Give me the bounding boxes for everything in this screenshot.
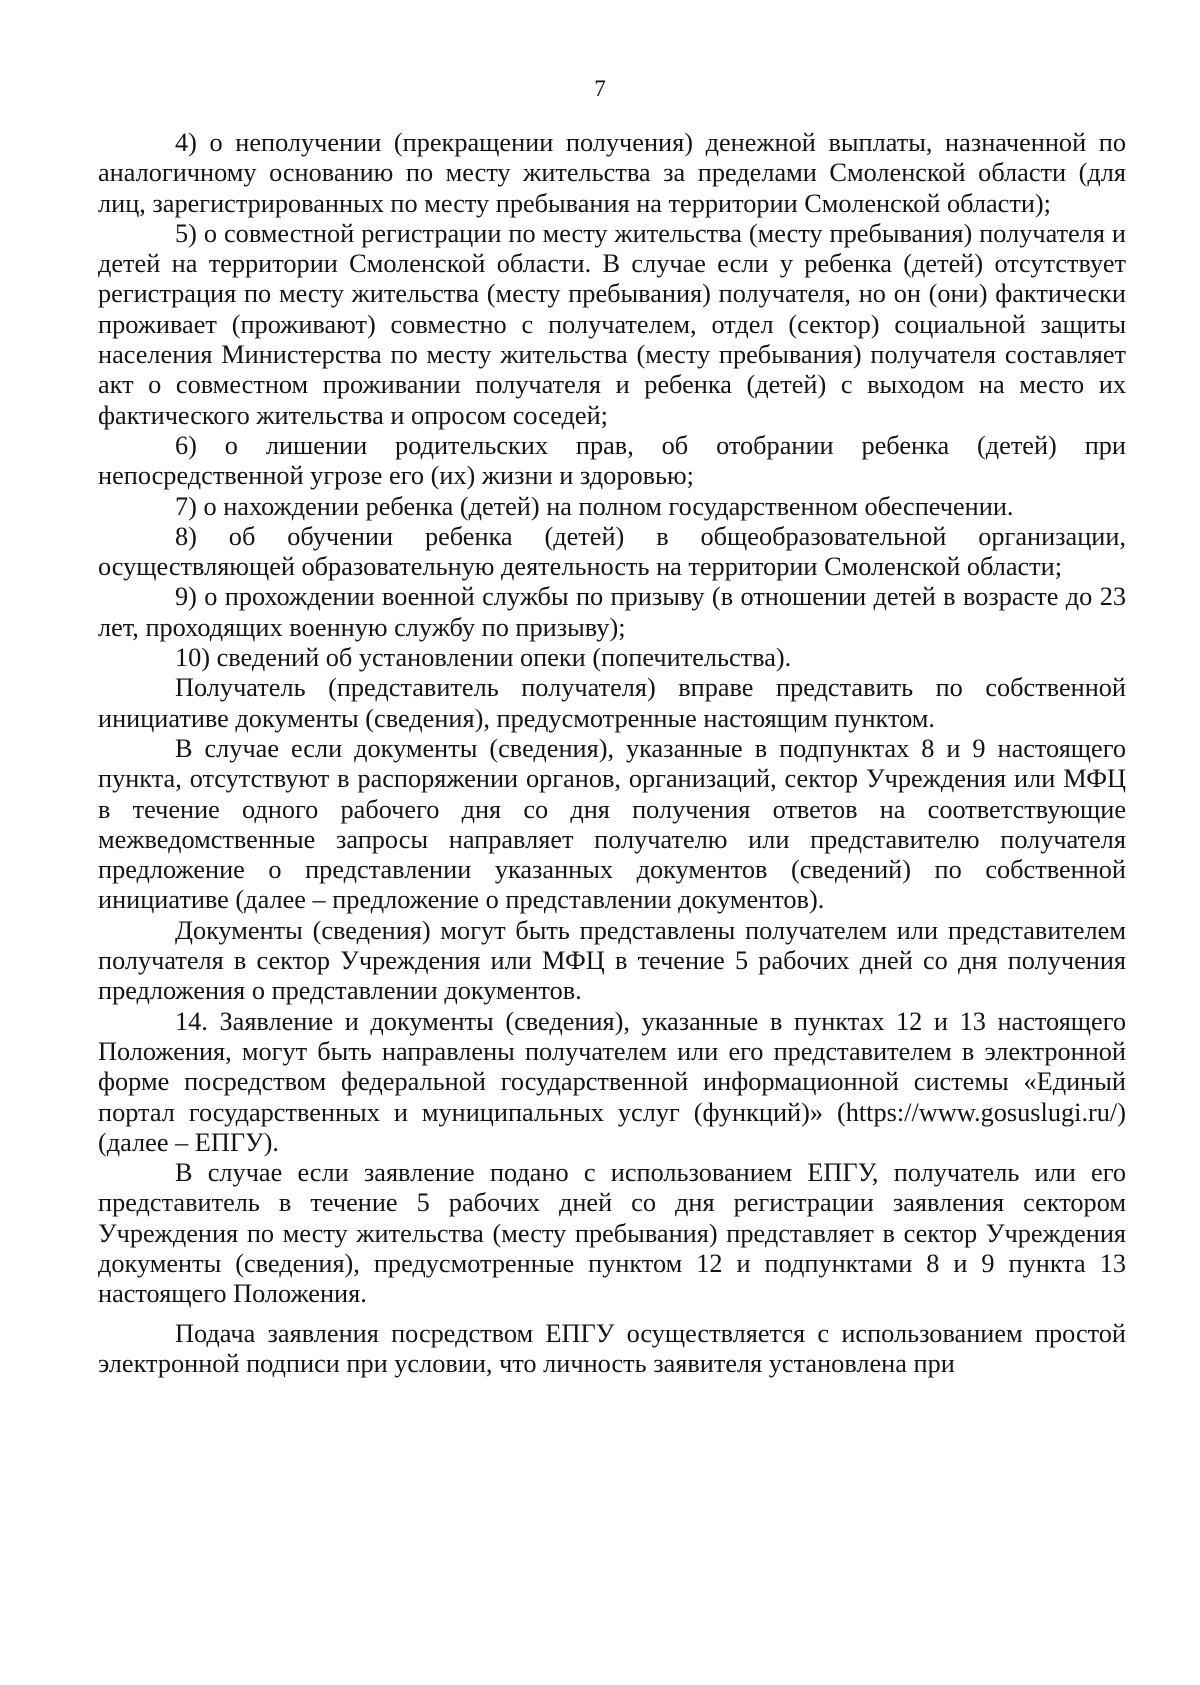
paragraph-item-10: 10) сведений об установлении опеки (попечительства). — [175, 643, 792, 673]
paragraph-electronic-signature: Подача заявления посредством ЕПГУ осуществляется с использованием простой электронной подписи при условии, что личность заявителя установлена при — [98, 1318, 1126, 1378]
paragraph-documents-submission: Документы (сведения) могут быть представлены получателем или представителем получателя в сектор Учреждения или МФЦ в течение 5 рабочих дней со дня получения предложения о представлении документов. — [98, 915, 1126, 1006]
paragraph-item-9: 9) о прохождении военной службы по призыву (в отношении детей в возрасте до 23 лет, проходящих военную службу по призыву); — [98, 582, 1126, 642]
paragraph-item-8: 8) об обучении ребенка (детей) в общеобразовательной организации, осуществляющей образовательную деятельность на территории Смоленской области; — [98, 521, 1126, 582]
paragraph-item-6: 6) о лишении родительских прав, об отобрании ребенка (детей) при непосредственной угрозе его (их) жизни и здоровью; — [98, 430, 1126, 491]
paragraph-item-5: 5) о совместной регистрации по месту жительства (месту пребывания) получателя и детей на территории Смоленской области. В случае если у ребенка (детей) отсутствует регистрация по месту жительства (месту пребывания) получателя, но он (они) фактически проживает (проживают) совместно с получателем, отдел (сектор) социальной защиты населения Министерства по месту жительства (месту пребывания) получателя составляет акт о совместном проживании получателя и ребенка (детей) с выходом на место их фактического жительства и опросом соседей; — [98, 218, 1126, 430]
document-body — [98, 128, 1126, 1379]
paragraph-section-14: 14. Заявление и документы (сведения), указанные в пунктах 12 и 13 настоящего Положения, могут быть направлены получателем или его представителем в электронной форме посредством федеральной государственной информационной системы «Единый портал государственных и муниципальных услуг (функций)» (https://www.gosuslugi.ru/) (далее – ЕПГУ). — [98, 1006, 1126, 1157]
paragraph-missing-documents: В случае если документы (сведения), указанные в подпунктах 8 и 9 настоящего пункта, отсутствуют в распоряжении органов, организаций, сектор Учреждения или МФЦ в течение одного рабочего дня со дня получения ответов на соответствующие межведомственные запросы направляет получателю или представителю получателя предложение о представлении указанных документов (сведений) по собственной инициативе (далее – предложение о представлении документов). — [98, 733, 1126, 915]
paragraph-item-4: 4) о неполучении (прекращении получения) денежной выплаты, назначенной по аналогичному основанию по месту жительства за пределами Смоленской области (для лиц, зарегистрированных по месту пребывания на территории Смоленской области); — [98, 128, 1126, 218]
paragraph-item-7: 7) о нахождении ребенка (детей) на полном государственном обеспечении. — [175, 491, 1014, 521]
page-number: 7 — [594, 76, 606, 101]
paragraph-epgu-submission: В случае если заявление подано с использованием ЕПГУ, получатель или его представитель в течение 5 рабочих дней со дня регистрации заявления сектором Учреждения по месту жительства (месту пребывания) представляет в сектор Учреждения документы (сведения), предусмотренные пунктом 12 и подпунктами 8 и 9 пункта 13 настоящего Положения. — [98, 1158, 1126, 1309]
paragraph-own-initiative: Получатель (представитель получателя) вправе представить по собственной инициативе документы (сведения), предусмотренные настоящим пунктом. — [98, 673, 1126, 733]
